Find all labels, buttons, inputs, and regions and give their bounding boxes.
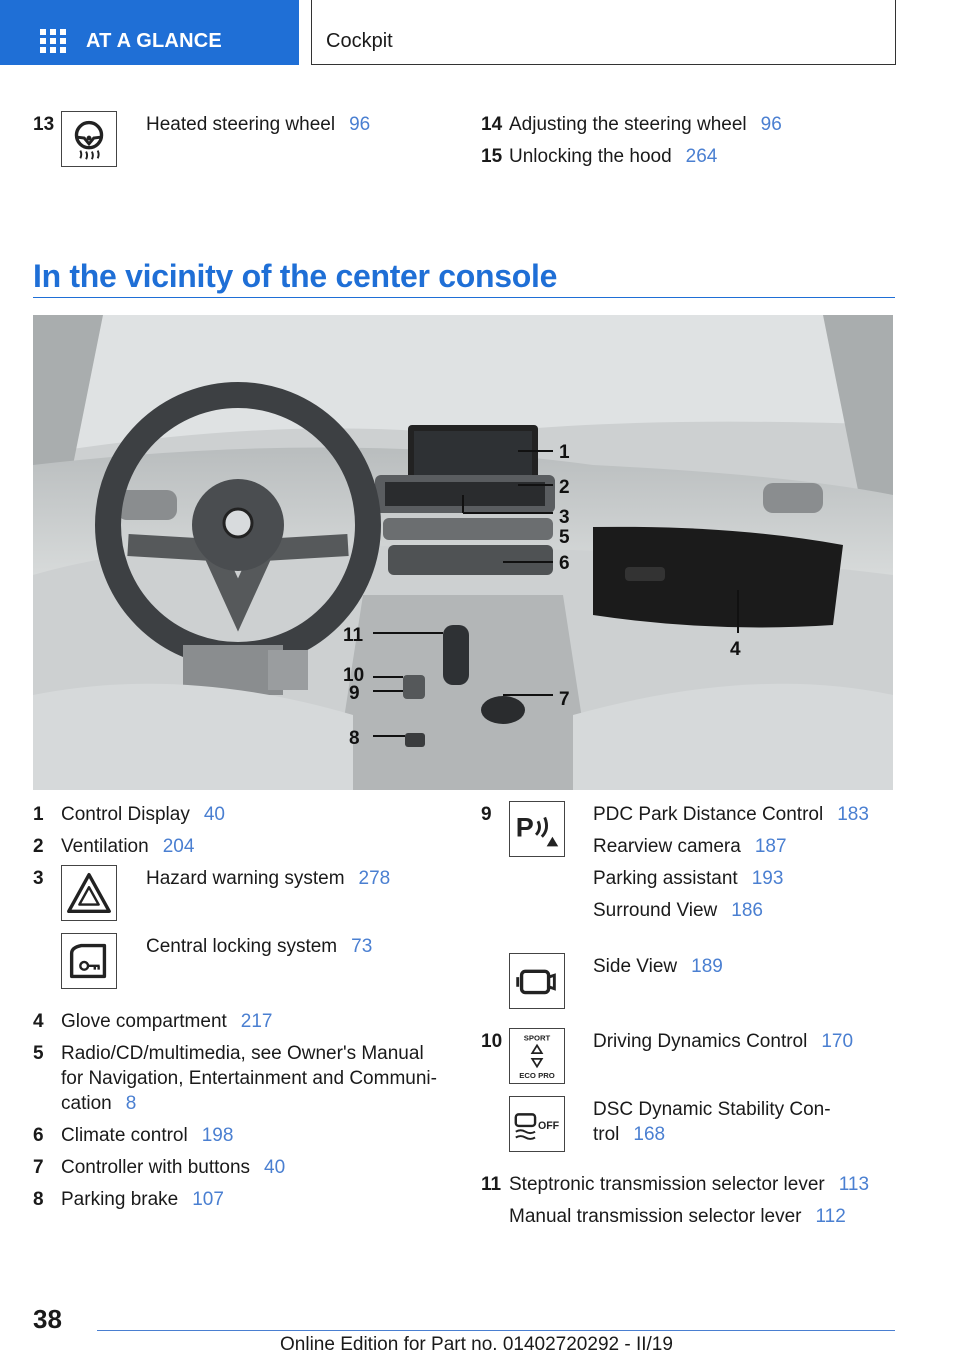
item-7-text: Controller with buttons	[61, 1157, 251, 1178]
item-8-number: 8	[33, 1189, 44, 1210]
section-title: In the vicinity of the center console	[33, 258, 558, 294]
steptronic-text: Steptronic transmission selector lever	[509, 1174, 825, 1195]
grid-icon	[40, 29, 66, 53]
manual-lever-text: Manual transmission selector lever	[509, 1206, 802, 1227]
callout-6: 6	[559, 553, 570, 574]
callout-5: 5	[559, 527, 570, 548]
item-8-page-link[interactable]: 107	[192, 1189, 224, 1210]
item-15-label	[509, 146, 717, 168]
item-5-text: cation	[61, 1093, 112, 1114]
item-13-page-link[interactable]: 96	[349, 114, 371, 135]
item-4-label	[61, 1011, 273, 1033]
steptronic-page-link[interactable]: 113	[838, 1174, 870, 1195]
item-3-label	[146, 868, 390, 890]
pdc-icon	[509, 801, 565, 857]
item-7-page-link[interactable]: 40	[264, 1157, 286, 1178]
item-5-line-1: Radio/CD/multimedia, see Owner's Manual	[61, 1043, 424, 1064]
dsc-page-link[interactable]: 168	[633, 1124, 666, 1145]
item-9-line-4	[593, 900, 763, 922]
heated-steering-wheel-icon	[61, 111, 117, 167]
pdc-page-link[interactable]: 183	[837, 804, 869, 825]
chapter-header	[311, 0, 896, 65]
callout-8: 8	[349, 728, 360, 749]
dsc-line-2	[593, 1124, 665, 1146]
item-15-page-link[interactable]: 264	[685, 146, 718, 167]
section-tab[interactable]	[0, 0, 299, 65]
surround-view-text: Surround View	[593, 900, 718, 921]
callout-2: 2	[559, 477, 570, 498]
item-1-page-link[interactable]: 40	[203, 804, 225, 825]
item-9-line-1	[593, 804, 869, 826]
item-6-text: Climate control	[61, 1125, 188, 1146]
item-11-label-2	[509, 1206, 846, 1228]
item-10-number: 10	[481, 1031, 503, 1052]
driving-dynamics-page-link[interactable]: 170	[821, 1031, 854, 1052]
footer-divider	[97, 1330, 895, 1331]
item-9-line-3	[593, 868, 783, 890]
central-locking-label	[146, 936, 372, 958]
item-5-line-2: for Navigation, Entertainment and Communi-	[61, 1068, 437, 1089]
item-3-text: Hazard warning system	[146, 868, 345, 889]
driving-dynamics-text: Driving Dynamics Control	[593, 1031, 808, 1052]
driving-dynamics-icon	[509, 1028, 565, 1084]
dsc-line-1: DSC Dynamic Stability Con-	[593, 1099, 831, 1120]
side-view-label	[593, 956, 723, 978]
item-13-label	[146, 114, 370, 136]
callout-3: 3	[559, 507, 570, 528]
side-view-icon	[509, 953, 565, 1009]
item-6-page-link[interactable]: 198	[201, 1125, 234, 1146]
item-14-text: Adjusting the steering wheel	[509, 114, 747, 135]
callout-11: 11	[343, 625, 364, 646]
section-tab-label: AT A GLANCE	[86, 30, 222, 52]
rearview-camera-page-link[interactable]: 187	[754, 836, 787, 857]
item-3-number: 3	[33, 868, 44, 889]
item-8-label	[61, 1189, 224, 1211]
driving-dynamics-icon-bottom: ECO PRO	[519, 1071, 555, 1081]
item-4-text: Glove compartment	[61, 1011, 227, 1032]
item-2-label	[61, 836, 194, 858]
rearview-camera-text: Rearview camera	[593, 836, 741, 857]
svg-text:P: P	[515, 812, 534, 843]
item-1-label	[61, 804, 225, 826]
callout-7: 7	[559, 689, 570, 710]
footer-text: Online Edition for Part no. 01402720292 - II/19	[280, 1334, 673, 1355]
page-number: 38	[33, 1304, 62, 1334]
item-14-number: 14	[481, 114, 503, 135]
item-11-label	[509, 1174, 869, 1196]
item-9-line-2	[593, 836, 787, 858]
item-7-number: 7	[33, 1157, 44, 1178]
central-locking-text: Central locking system	[146, 936, 338, 957]
parking-assistant-page-link[interactable]: 193	[751, 868, 784, 889]
item-14-page-link[interactable]: 96	[760, 114, 782, 135]
item-4-page-link[interactable]: 217	[240, 1011, 273, 1032]
item-2-number: 2	[33, 836, 44, 857]
callout-4: 4	[730, 639, 741, 660]
item-15-text: Unlocking the hood	[509, 146, 672, 167]
section-divider	[33, 297, 895, 298]
central-locking-page-link[interactable]: 73	[351, 936, 373, 957]
item-1-number: 1	[33, 804, 44, 825]
side-view-text: Side View	[593, 956, 678, 977]
item-3-page-link[interactable]: 278	[358, 868, 391, 889]
pdc-text: PDC Park Distance Control	[593, 804, 824, 825]
item-1-text: Control Display	[61, 804, 190, 825]
item-6-number: 6	[33, 1125, 44, 1146]
driving-dynamics-icon-top: SPORT	[523, 1033, 551, 1043]
item-7-label	[61, 1157, 285, 1179]
callout-1: 1	[559, 442, 570, 463]
item-2-page-link[interactable]: 204	[162, 836, 195, 857]
callout-9: 9	[349, 683, 360, 704]
hazard-warning-icon	[61, 865, 117, 921]
item-13-text: Heated steering wheel	[146, 114, 336, 135]
item-2-text: Ventilation	[61, 836, 149, 857]
item-4-number: 4	[33, 1011, 44, 1032]
callout-10: 10	[343, 665, 365, 686]
central-locking-icon	[61, 933, 117, 989]
item-9-number: 9	[481, 804, 492, 825]
item-11-number: 11	[481, 1174, 502, 1195]
dsc-text: trol	[593, 1124, 620, 1145]
item-10-label	[593, 1031, 853, 1053]
center-console-illustration	[33, 315, 893, 790]
side-view-page-link[interactable]: 189	[691, 956, 723, 977]
item-13-number: 13	[33, 114, 55, 135]
dsc-off-icon-text: OFF	[537, 1119, 560, 1132]
item-5-line-3	[61, 1093, 136, 1115]
item-14-label	[509, 114, 782, 136]
surround-view-page-link[interactable]: 186	[731, 900, 763, 921]
chapter-title: Cockpit	[326, 30, 393, 52]
parking-assistant-text: Parking assistant	[593, 868, 738, 889]
item-15-number: 15	[481, 146, 503, 167]
item-5-page-link[interactable]: 8	[125, 1093, 137, 1114]
item-5-number: 5	[33, 1043, 44, 1064]
manual-lever-page-link[interactable]: 112	[815, 1206, 846, 1227]
dsc-off-icon	[509, 1096, 565, 1152]
item-8-text: Parking brake	[61, 1189, 179, 1210]
item-6-label	[61, 1125, 233, 1147]
